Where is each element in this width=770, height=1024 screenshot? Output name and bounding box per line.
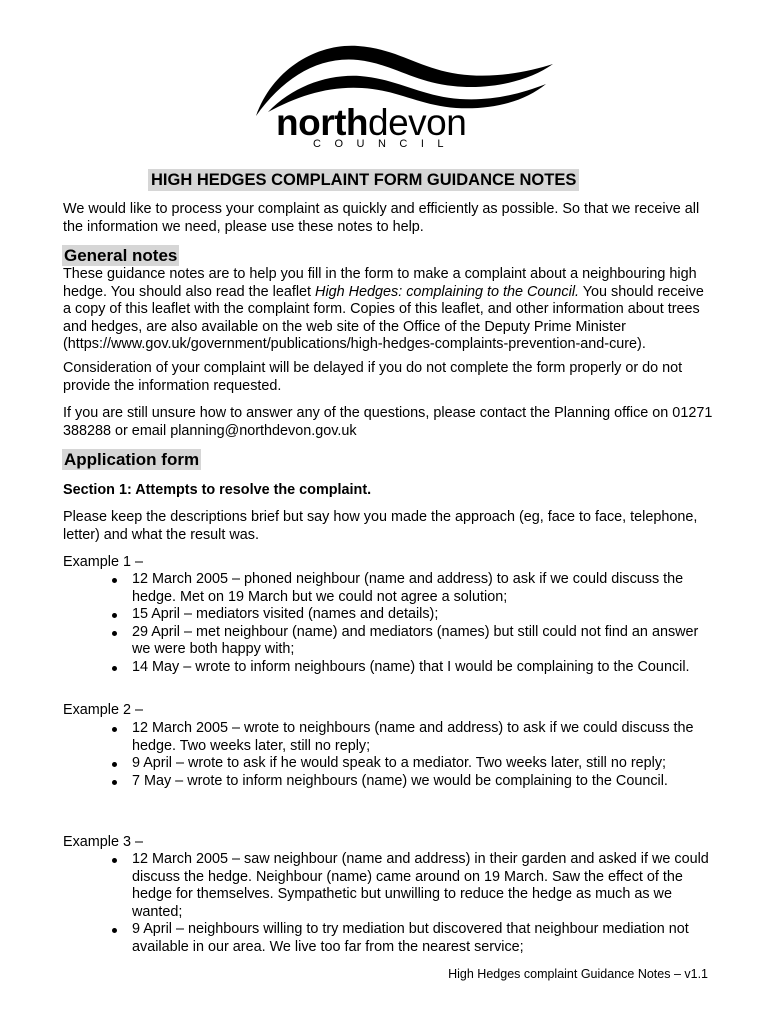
example-2-label: Example 2 – (63, 702, 143, 718)
section-1-description: Please keep the descriptions brief but say how you made the approach (eg, face to face, telephone, letter) and what the result was. (63, 509, 698, 543)
contact-paragraph: If you are still unsure how to answer any of the questions, please contact the Planning office on 01271 388288 or email planning@northdevon.gov.uk (63, 405, 713, 439)
section-1-heading: Section 1: Attempts to resolve the complaint. (63, 482, 372, 498)
application-form-heading: Application form (64, 450, 200, 469)
list-item: 12 March 2005 – saw neighbour (name and address) in their garden and asked if we could discuss the hedge. Neighbour (name) came around on 19 March. Saw the effect of the hedge for themselves. Sympathetic but unwilling to reduce the hedge as much as we wanted; (110, 851, 710, 921)
list-item: 12 March 2005 – wrote to neighbours (name and address) to ask if we could discuss the hedge. Two weeks later, still no reply; (110, 720, 710, 755)
example-3-list (110, 851, 710, 956)
example-3-label: Example 3 – (63, 834, 143, 850)
general-notes-paragraph: These guidance notes are to help you fill in the form to make a complaint about a neighbouring high hedge. You should also read the leaflet High Hedges: complaining to the Council. You should receive a copy of this leaflet with the complaint form. Copies of this leaflet, and other information about trees and hedges, are also available on the web site of the Office of the Deputy Prime Minister (https://www.gov.uk/government/publications/high-hedges-complaints-prevention-and-cure). (63, 266, 704, 352)
list-item: 14 May – wrote to inform neighbours (name) that I would be complaining to the Council. (110, 659, 710, 677)
list-item: 9 April – neighbours willing to try mediation but discovered that neighbour mediation not available in our area. We live too far from the nearest service; (110, 921, 710, 956)
list-item: 7 May – wrote to inform neighbours (name) we would be complaining to the Council. (110, 773, 710, 791)
document-title: HIGH HEDGES COMPLAINT FORM GUIDANCE NOTES (148, 169, 579, 191)
logo-subtitle: COUNCIL (313, 138, 458, 150)
page-footer: High Hedges complaint Guidance Notes – v1.1 (448, 967, 708, 981)
general-notes-heading: General notes (64, 246, 178, 265)
intro-paragraph: We would like to process your complaint as quickly and efficiently as possible. So that we receive all the information we need, please use these notes to help. (63, 201, 700, 235)
list-item: 15 April – mediators visited (names and details); (110, 606, 710, 624)
example-1-label: Example 1 – (63, 554, 143, 570)
logo-wordmark: northdevon (276, 102, 467, 143)
example-1-list (110, 571, 710, 676)
council-logo (248, 38, 558, 158)
delay-paragraph: Consideration of your complaint will be delayed if you do not complete the form properly or do not provide the information requested. (63, 360, 683, 394)
list-item: 29 April – met neighbour (name) and mediators (names) but still could not find an answer we were both happy with; (110, 624, 710, 659)
example-2-list (110, 720, 710, 790)
list-item: 12 March 2005 – phoned neighbour (name and address) to ask if we could discuss the hedge. Met on 19 March but we could not agree a solution; (110, 571, 710, 606)
list-item: 9 April – wrote to ask if he would speak to a mediator. Two weeks later, still no reply; (110, 755, 710, 773)
